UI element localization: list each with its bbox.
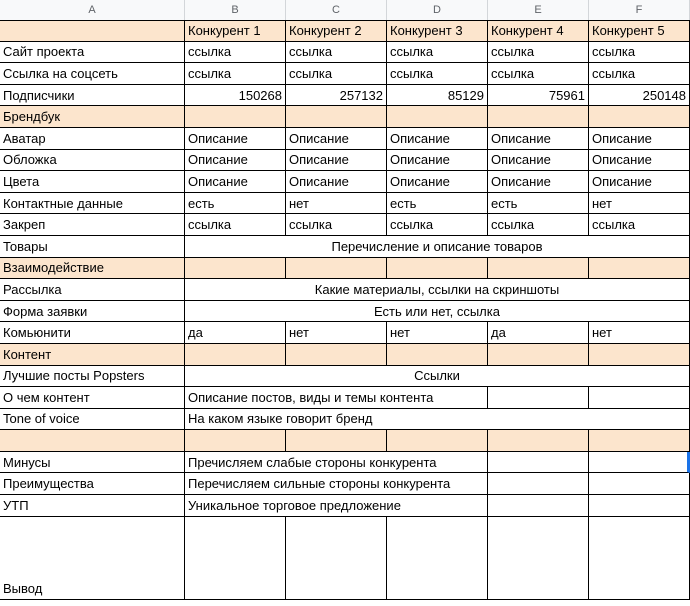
cell[interactable]: Описание (488, 128, 589, 150)
sheet-row (0, 42, 690, 64)
cell[interactable] (589, 344, 690, 366)
row-label-cell[interactable]: Tone of voice (0, 409, 185, 431)
cell[interactable]: Описание (185, 171, 286, 193)
cell[interactable]: ссылка (488, 42, 589, 64)
cell[interactable]: Описание (488, 150, 589, 172)
sheet-row (0, 495, 690, 517)
cell[interactable]: Конкурент 1 (185, 20, 286, 42)
sheet-row (0, 258, 690, 280)
cell[interactable]: Описание (286, 171, 387, 193)
sheet-row (0, 63, 690, 85)
merged-cell[interactable]: Описание постов, виды и темы контента (185, 387, 488, 409)
cell[interactable]: Конкурент 2 (286, 20, 387, 42)
cell[interactable]: Конкурент 3 (387, 20, 488, 42)
cell[interactable] (387, 106, 488, 128)
cell[interactable]: ссылка (589, 63, 690, 85)
cell[interactable]: Описание (488, 171, 589, 193)
sheet-row (0, 279, 690, 301)
cell[interactable]: Описание (589, 150, 690, 172)
cell[interactable]: есть (488, 193, 589, 215)
sheet-row (0, 301, 690, 323)
cell[interactable]: Описание (589, 128, 690, 150)
column-header-strip (0, 0, 690, 20)
cell[interactable]: ссылка (589, 214, 690, 236)
row-label-cell[interactable]: Аватар (0, 128, 185, 150)
row-label-cell[interactable]: Лучшие посты Popsters (0, 366, 185, 388)
cell[interactable]: нет (286, 193, 387, 215)
cell[interactable]: ссылка (387, 214, 488, 236)
cell[interactable] (185, 258, 286, 280)
cell[interactable]: 75961 (488, 85, 589, 107)
cell[interactable]: есть (387, 193, 488, 215)
sheet-row (0, 20, 690, 42)
cell[interactable] (488, 452, 589, 474)
cell[interactable] (387, 258, 488, 280)
cell[interactable] (589, 473, 690, 495)
row-label-cell[interactable]: Преимущества (0, 473, 185, 495)
cell[interactable]: нет (286, 322, 387, 344)
sheet-grid (0, 20, 690, 600)
merged-cell[interactable]: Есть или нет, ссылка (185, 301, 690, 323)
cell[interactable]: 150268 (185, 85, 286, 107)
column-header-c[interactable]: C (286, 0, 387, 20)
cell[interactable]: Описание (387, 128, 488, 150)
row-label-cell[interactable]: Ссылка на соцсеть (0, 63, 185, 85)
column-header-d[interactable]: D (387, 0, 488, 20)
cell[interactable]: Описание (286, 150, 387, 172)
cell[interactable] (589, 430, 690, 452)
cell[interactable] (488, 517, 589, 600)
row-label-cell[interactable]: Контактные данные (0, 193, 185, 215)
sheet-row (0, 214, 690, 236)
cell[interactable] (589, 452, 690, 474)
sheet-row (0, 193, 690, 215)
cell[interactable]: ссылка (286, 214, 387, 236)
cell[interactable]: Описание (387, 171, 488, 193)
sheet-row (0, 171, 690, 193)
cell[interactable] (185, 430, 286, 452)
cell[interactable]: нет (589, 322, 690, 344)
cell[interactable] (286, 106, 387, 128)
cell[interactable]: ссылка (488, 214, 589, 236)
sheet-row (0, 473, 690, 495)
merged-cell[interactable]: Пречисляем слабые стороны конкурента (185, 452, 488, 474)
merged-cell[interactable]: На каком языке говорит бренд (185, 409, 690, 431)
sheet-row (0, 106, 690, 128)
cell[interactable]: ссылка (185, 214, 286, 236)
row-label-cell[interactable]: Рассылка (0, 279, 185, 301)
row-label-cell[interactable] (0, 20, 185, 42)
row-label-cell[interactable]: Цвета (0, 171, 185, 193)
row-label-cell[interactable]: Товары (0, 236, 185, 258)
sheet-row (0, 452, 690, 474)
sheet-row (0, 409, 690, 431)
cell[interactable]: да (488, 322, 589, 344)
row-label-cell[interactable]: Подписчики (0, 85, 185, 107)
sheet-row (0, 517, 690, 600)
cell[interactable]: да (185, 322, 286, 344)
merged-cell[interactable]: Какие материалы, ссылки на скриншоты (185, 279, 690, 301)
row-label-cell[interactable]: Закреп (0, 214, 185, 236)
cell[interactable]: Описание (387, 150, 488, 172)
cell[interactable] (488, 495, 589, 517)
cell[interactable]: ссылка (286, 63, 387, 85)
row-label-cell[interactable]: Контент (0, 344, 185, 366)
cell[interactable] (488, 106, 589, 128)
row-label-cell[interactable]: Взаимодействие (0, 258, 185, 280)
sheet-row (0, 128, 690, 150)
cell[interactable] (488, 430, 589, 452)
merged-cell[interactable]: Перечисляем сильные стороны конкурента (185, 473, 488, 495)
sheet-row (0, 387, 690, 409)
cell[interactable]: нет (387, 322, 488, 344)
cell[interactable]: 250148 (589, 85, 690, 107)
cell[interactable]: Описание (185, 128, 286, 150)
cell[interactable]: 85129 (387, 85, 488, 107)
cell[interactable]: ссылка (589, 42, 690, 64)
merged-cell[interactable]: Уникальное торговое предложение (185, 495, 488, 517)
cell[interactable]: Описание (589, 171, 690, 193)
row-label-cell[interactable]: Вывод (0, 517, 185, 600)
cell[interactable]: Конкурент 5 (589, 20, 690, 42)
column-header-a[interactable]: A (0, 0, 185, 20)
row-label-cell[interactable]: УТП (0, 495, 185, 517)
sheet-row (0, 322, 690, 344)
cell[interactable] (589, 106, 690, 128)
cell[interactable] (286, 517, 387, 600)
cell[interactable]: ссылка (387, 42, 488, 64)
cell[interactable] (185, 106, 286, 128)
sheet-row (0, 344, 690, 366)
row-label-cell[interactable]: Брендбук (0, 106, 185, 128)
merged-cell[interactable]: Ссылки (185, 366, 690, 388)
cell[interactable]: Конкурент 4 (488, 20, 589, 42)
merged-cell[interactable]: Перечисление и описание товаров (185, 236, 690, 258)
cell[interactable]: 257132 (286, 85, 387, 107)
cell[interactable] (286, 258, 387, 280)
cell[interactable] (488, 473, 589, 495)
row-label-cell[interactable]: Минусы (0, 452, 185, 474)
cell[interactable]: ссылка (185, 42, 286, 64)
column-header-f[interactable]: F (589, 0, 690, 20)
cell[interactable] (286, 344, 387, 366)
sheet-row (0, 85, 690, 107)
cell[interactable] (387, 344, 488, 366)
cell[interactable]: ссылка (488, 63, 589, 85)
cell[interactable]: ссылка (185, 63, 286, 85)
cell[interactable] (387, 430, 488, 452)
row-label-cell[interactable]: Форма заявки (0, 301, 185, 323)
cell[interactable]: ссылка (286, 42, 387, 64)
row-label-cell[interactable]: О чем контент (0, 387, 185, 409)
row-label-cell[interactable] (0, 430, 185, 452)
cell[interactable] (488, 344, 589, 366)
column-header-e[interactable]: E (488, 0, 589, 20)
cell[interactable] (589, 517, 690, 600)
cell[interactable] (589, 387, 690, 409)
cell[interactable]: ссылка (387, 63, 488, 85)
column-header-b[interactable]: B (185, 0, 286, 20)
sheet-row (0, 236, 690, 258)
row-label-cell[interactable]: Комьюнити (0, 322, 185, 344)
sheet-row (0, 366, 690, 388)
cell[interactable]: есть (185, 193, 286, 215)
cell[interactable] (589, 495, 690, 517)
cell[interactable] (286, 430, 387, 452)
cell[interactable]: нет (589, 193, 690, 215)
sheet-row (0, 150, 690, 172)
cell[interactable]: Описание (185, 150, 286, 172)
row-label-cell[interactable]: Сайт проекта (0, 42, 185, 64)
cell[interactable] (488, 387, 589, 409)
row-label-cell[interactable]: Обложка (0, 150, 185, 172)
cell[interactable] (185, 517, 286, 600)
cell[interactable] (488, 258, 589, 280)
cell[interactable] (185, 344, 286, 366)
cell[interactable]: Описание (286, 128, 387, 150)
cell[interactable] (589, 258, 690, 280)
sheet-row (0, 430, 690, 452)
cell[interactable] (387, 517, 488, 600)
